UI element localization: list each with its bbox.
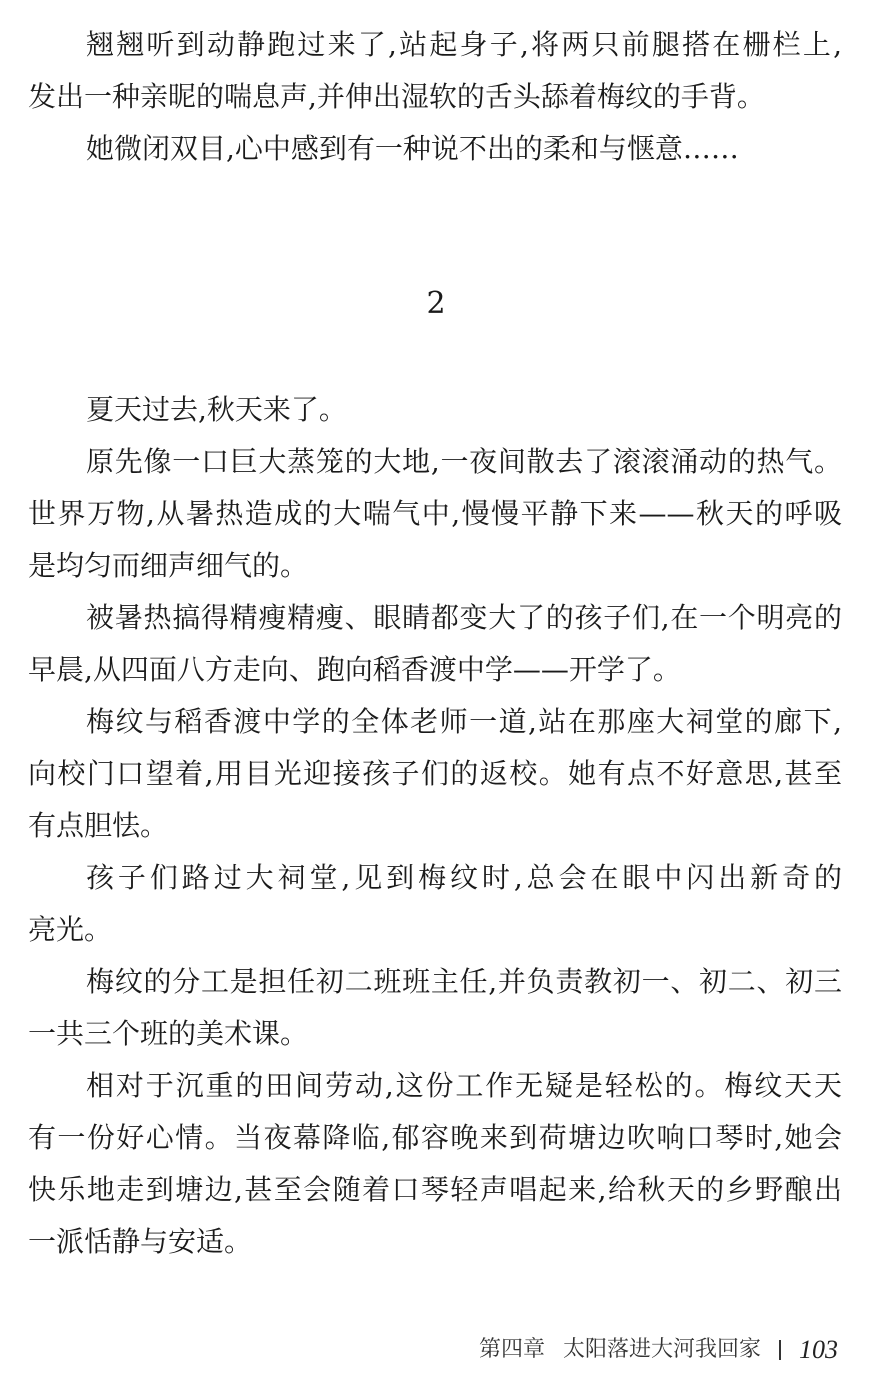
text-line: 快乐地走到塘边,甚至会随着口琴轻声唱起来,给秋天的乡野酿出 [28,1173,842,1206]
chapter-label: 第四章 [478,1337,545,1362]
footer-divider [779,1340,781,1360]
text-line: 向校门口望着,用目光迎接孩子们的返校。她有点不好意思,甚至 [28,757,842,790]
text-line: 有点胆怯。 [28,809,169,842]
text-line: 梅纹的分工是担任初二班班主任,并负责教初一、初二、初三 [86,965,842,998]
text-line: 早晨,从四面八方走向、跑向稻香渡中学——开学了。 [28,653,681,686]
text-line: 被暑热搞得精瘦精瘦、眼睛都变大了的孩子们,在一个明亮的 [86,601,842,634]
text-line: 世界万物,从暑热造成的大喘气中,慢慢平静下来——秋天的呼吸 [28,497,842,530]
text-line: 翘翘听到动静跑过来了,站起身子,将两只前腿搭在栅栏上, [86,28,842,61]
text-line: 有一份好心情。当夜幕降临,郁容晚来到荷塘边吹响口琴时,她会 [28,1121,842,1154]
chapter-title: 太阳落进大河我回家 [562,1337,761,1362]
text-line: 亮光。 [28,913,113,946]
section-number: 2 [426,286,446,321]
page-number: 103 [799,1335,838,1364]
text-line: 一派恬静与安适。 [28,1225,253,1258]
text-line: 她微闭双目,心中感到有一种说不出的柔和与惬意…… [86,132,739,165]
text-line: 孩子们路过大祠堂,见到梅纹时,总会在眼中闪出新奇的 [86,861,842,894]
text-line: 夏天过去,秋天来了。 [86,393,347,426]
page-footer [479,1334,838,1366]
text-line: 原先像一口巨大蒸笼的大地,一夜间散去了滚滚涌动的热气。 [86,445,842,478]
text-line: 梅纹与稻香渡中学的全体老师一道,站在那座大祠堂的廊下, [86,705,842,738]
text-line: 是均匀而细声细气的。 [28,549,309,582]
text-line: 相对于沉重的田间劳动,这份工作无疑是轻松的。梅纹天天 [86,1069,842,1102]
text-line: 发出一种亲昵的喘息声,并伸出湿软的舌头舔着梅纹的手背。 [28,80,765,113]
text-line: 一共三个班的美术课。 [28,1017,309,1050]
